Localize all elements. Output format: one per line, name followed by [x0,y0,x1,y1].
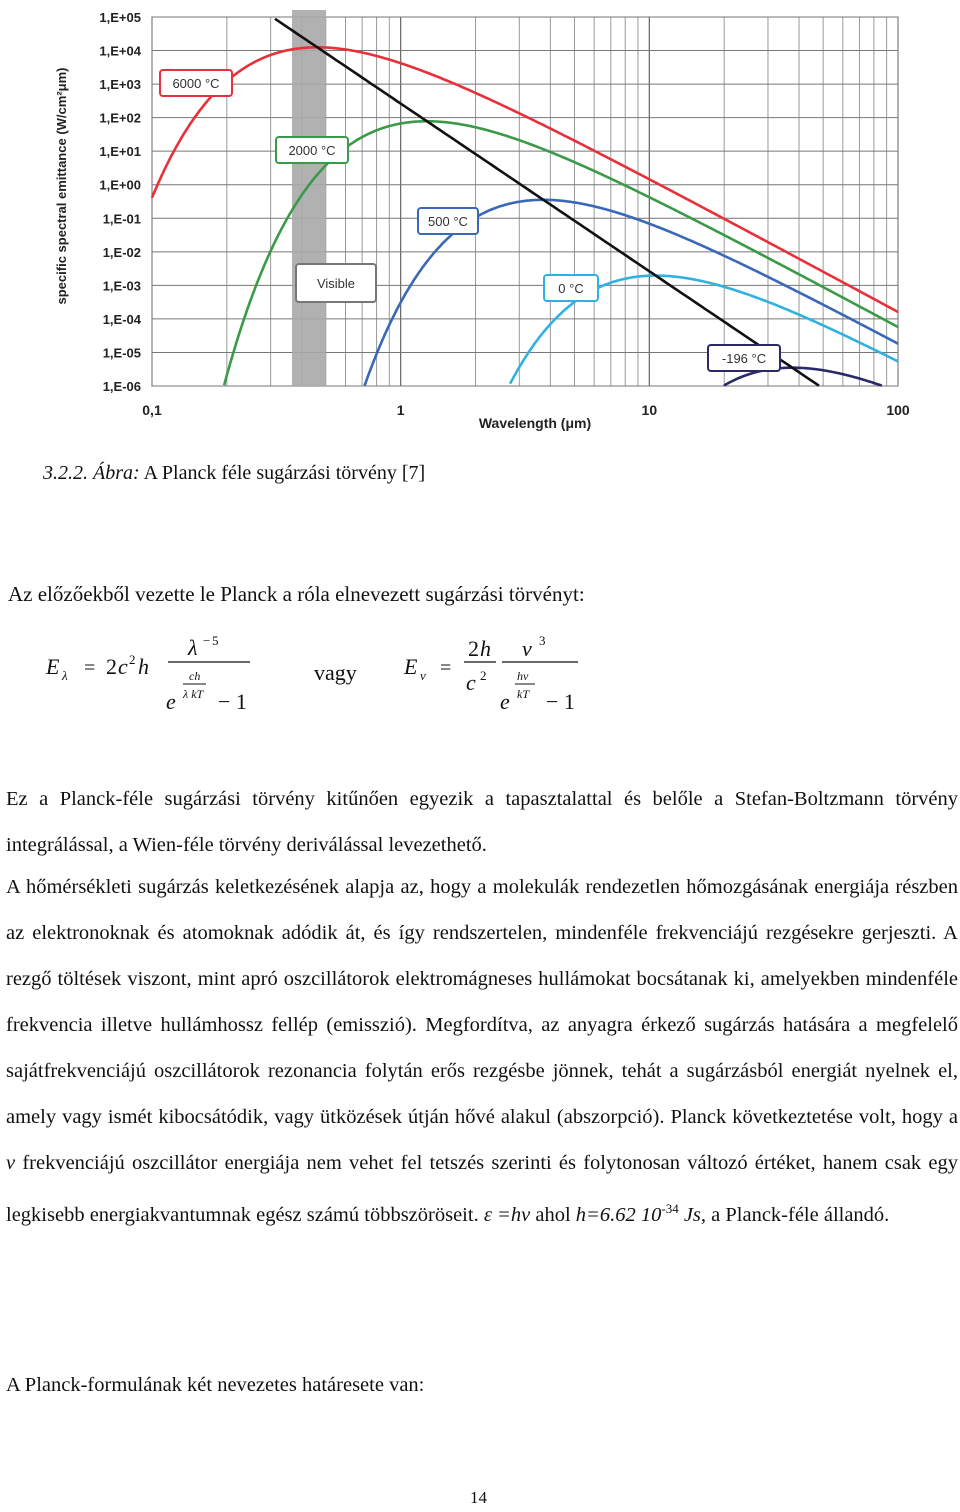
planck-constant-value: h=6.62 10 [575,1203,662,1226]
energy-equation: ε =hν [483,1203,531,1226]
visible-band [292,10,326,386]
svg-text:ν: ν [420,668,426,683]
chart-svg [0,0,960,450]
svg-text:=: = [440,657,452,679]
y-tick-label: 1,E-01 [102,211,141,227]
formula-e-lambda [38,628,268,718]
svg-text:− 1: − 1 [546,689,575,714]
svg-text:=: = [84,657,96,679]
svg-text:λ: λ [62,668,68,683]
svg-text:e: e [500,689,510,714]
closing-line: A Planck-formulának két nevezetes határesete van: [6,1374,425,1396]
label-text-t0: 0 °C [558,281,584,296]
label-text-t2000: 2000 °C [288,143,336,158]
planck-constant-unit: Js, [678,1203,707,1226]
svg-text:h: h [138,654,149,679]
para2-text-c: ahol [530,1203,576,1226]
svg-text:5: 5 [212,633,219,648]
vagy-word: vagy [314,660,357,685]
label-text-t6000: 6000 °C [172,76,220,91]
y-axis-label: specific spectral emittance (W/cm²μm) [54,67,69,305]
y-tick-label: 1,E-04 [102,311,141,327]
x-tick-label: 10 [641,402,658,418]
svg-text:ν: ν [522,636,532,661]
svg-text:3: 3 [539,633,546,648]
para2-text-b: frekvenciájú oszcillátor energiája nem vehet fel tetszés szerinti és folytonosan változó értéket, hanem csak egy legkisebb energiakvantumnak egész számú többszöröseit. [6,1152,958,1226]
svg-text:2: 2 [129,652,136,667]
intro-paragraph: Az előzőekből vezette le Planck a róla elnevezett sugárzási törvényt: [8,582,585,606]
formula-e-nu [398,628,598,718]
x-tick-label: 0,1 [142,402,162,418]
paragraph-planck-law-agreement: Ez a Planck-féle sugárzási törvény kitűnően egyezik a tapasztalattal és belőle a Stefan-Boltzmann törvény integrálással, a Wien-féle törvény deriválással levezethető. [6,788,958,856]
svg-text:λ: λ [188,635,198,660]
y-tick-label: 1,E+04 [99,43,141,59]
para2-text-d: a Planck-féle állandó. [706,1203,890,1226]
y-tick-label: 1,E+01 [99,144,141,160]
x-tick-label: 1 [396,402,405,418]
svg-text:E: E [46,654,60,679]
svg-text:2: 2 [106,654,117,679]
svg-text:2: 2 [468,636,479,661]
y-tick-label: 1,E+02 [99,110,141,126]
y-tick-label: 1,E+00 [99,177,141,193]
svg-text:E: E [404,654,418,679]
svg-text:kT: kT [517,687,529,701]
x-tick-label: 100 [886,402,910,418]
label-text-t500: 500 °C [428,214,468,229]
y-tick-label: 1,E-06 [102,379,141,394]
label-text-tm196: -196 °C [721,351,767,366]
svg-text:hν: hν [517,669,529,683]
para2-text-a: A hőmérsékleti sugárzás keletkezésének alapja az, hogy a molekulák rendezetlen hőmozgásának energiája részben az elektronoknak és atomoknak adódik át, és így rendszertelen, mindenféle frekvenciájú rezgésekre gerjeszti. A rezgő töltések viszont, mint apró oszcillátorok elektromágneses hullámokat bocsátanak ki, amelyekben mindenféle frekvencia illetve hullámhossz fellép (emisszió). Megfordítva, az anyagra érkező sugárzás hatására a megfelelő sajátfrekvenciájú oszcillátorok rezonancia folytán erős rezgésbe jönnek, tehát a sugárzásból energiát nyelnek el, amely vagy ismét kibocsátódik, vagy ütközések útján hővé alakul (abszorpció). Planck következtetése volt, hogy a [6,876,958,1128]
planck-radiation-chart [0,0,960,450]
y-tick-label: 1,E+03 [99,77,141,93]
svg-text:e: e [166,689,176,714]
svg-text:−: − [203,633,211,648]
label-text-visible: Visible [316,276,356,291]
y-tick-label: 1,E+05 [99,10,141,25]
y-tick-label: 1,E-03 [102,278,141,294]
svg-text:ch: ch [189,669,201,683]
caption-text: A Planck féle sugárzási törvény [7] [139,462,426,484]
svg-text:2: 2 [480,668,487,683]
page-number: 14 [470,1488,487,1507]
paragraph-thermal-radiation [6,864,958,1238]
caption-number: 3.2.2. Ábra: [43,462,140,484]
figure-caption [43,462,425,485]
svg-text:c: c [466,670,476,695]
nu-symbol: ν [6,1152,16,1174]
svg-text:c: c [118,654,128,679]
x-axis-label: Wavelength (μm) [478,415,592,431]
planck-constant-exponent: -34 [661,1201,679,1216]
svg-text:λ kT: λ kT [183,687,204,701]
y-tick-label: 1,E-02 [102,244,141,260]
svg-text:− 1: − 1 [218,689,247,714]
y-tick-label: 1,E-05 [102,345,141,361]
svg-text:h: h [480,636,491,661]
